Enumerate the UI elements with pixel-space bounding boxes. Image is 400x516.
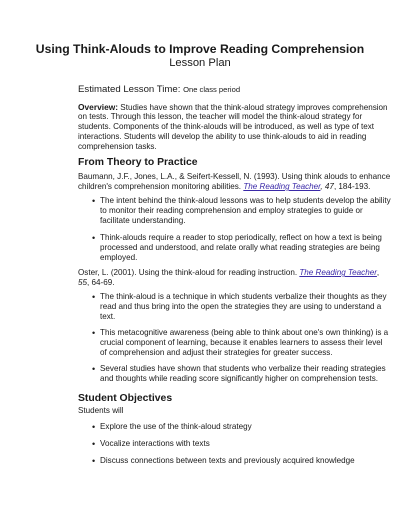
- theory-bullet-5-line-1: Several studies have shown that students who verbalize their reading strategies: [100, 364, 386, 373]
- theory-bullet-4-line-2: crucial component of learning, because it enables learners to assess their level: [100, 338, 383, 347]
- reference-1-volume: , 47: [320, 182, 334, 191]
- reference-1-line-2: [78, 182, 370, 192]
- theory-bullet-1-line-3: facilitate understanding.: [100, 216, 186, 225]
- reference-2-volume: 55: [78, 278, 88, 287]
- theory-bullet-4-line-3: of comprehension and adjust their strategies for greater success.: [100, 348, 333, 357]
- lesson-time-label: Estimated Lesson Time:: [78, 84, 181, 95]
- theory-bullet-3-line-2: read and thus bring into the open the strategies they are using to understand a: [100, 302, 382, 311]
- theory-bullet-2-line-1: Think-alouds require a reader to stop periodically, reflect on how a text is being: [100, 233, 382, 242]
- objective-item-2: Vocalize interactions with texts: [100, 439, 210, 448]
- objective-item-1: Explore the use of the think-aloud strategy: [100, 422, 252, 431]
- theory-bullet-3-line-1: The think-aloud is a technique in which students verbalize their thoughts as they: [100, 292, 387, 301]
- bullet-icon: •: [92, 233, 96, 243]
- reference-1-text: children's comprehension monitoring abilities.: [78, 182, 244, 191]
- theory-bullet-2-line-3: employed.: [100, 253, 138, 262]
- reference-1-pages: , 184-193.: [333, 182, 371, 191]
- theory-bullet-2-line-2: processed and understood, and relate orally what reading strategies are being: [100, 243, 380, 252]
- theory-bullet-5-line-2: and thoughts while reading score significantly higher on comprehension tests.: [100, 374, 379, 383]
- objectives-intro: Students will: [78, 406, 124, 415]
- journal-link[interactable]: The Reading Teacher: [243, 182, 321, 191]
- reference-2-comma: ,: [376, 268, 380, 277]
- theory-bullet-3-line-3: text.: [100, 312, 116, 321]
- document-title: Using Think-Alouds to Improve Reading Comprehension: [35, 42, 365, 56]
- overview-text: Studies have shown that the think-aloud strategy improves comprehension: [120, 103, 388, 112]
- reference-2-text: Oster, L. (2001). Using the think-aloud for reading instruction.: [78, 268, 300, 277]
- bullet-icon: •: [92, 328, 96, 338]
- journal-link[interactable]: The Reading Teacher: [299, 268, 377, 277]
- bullet-icon: •: [92, 196, 96, 206]
- reference-2-pages: , 64-69.: [87, 278, 115, 287]
- overview-line-5: comprehension tasks.: [78, 142, 157, 151]
- overview-line-3: students. Components of the think-alouds will be introduced, as well as type of text: [78, 122, 375, 131]
- theory-bullet-4-line-1: This metacognitive awareness (being able to think about one's own thinking) is a: [100, 328, 389, 337]
- theory-bullet-1-line-1: The intent behind the think-aloud lessons was to help students develop the ability: [100, 196, 391, 205]
- section-heading-objectives: Student Objectives: [78, 393, 173, 404]
- bullet-icon: •: [92, 292, 96, 302]
- reference-1-line-1: Baumann, J.F., Jones, L.A., & Seifert-Kessell, N. (1993). Using think alouds to enhance: [78, 172, 391, 181]
- lesson-time-value: One class period: [183, 85, 241, 94]
- section-heading-theory: From Theory to Practice: [78, 157, 198, 168]
- bullet-icon: •: [92, 456, 96, 466]
- overview-line-2: on tests. Through this lesson, the teacher will model the think-aloud strategy for: [78, 112, 363, 121]
- overview-label: Overview:: [78, 102, 119, 112]
- overview-line-4: interactions. Students will develop the ability to use think-alouds to aid in reading: [78, 132, 367, 141]
- bullet-icon: •: [92, 422, 96, 432]
- reference-2-line-2: [78, 278, 114, 288]
- objective-item-3: Discuss connections between texts and previously acquired knowledge: [100, 456, 355, 465]
- lesson-time: [78, 84, 240, 95]
- theory-bullet-1-line-2: to monitor their reading comprehension and employ strategies to guide or: [100, 206, 363, 215]
- document-subtitle: Lesson Plan: [169, 57, 231, 69]
- bullet-icon: •: [92, 364, 96, 374]
- bullet-icon: •: [92, 439, 96, 449]
- reference-2-line-1: [78, 268, 379, 278]
